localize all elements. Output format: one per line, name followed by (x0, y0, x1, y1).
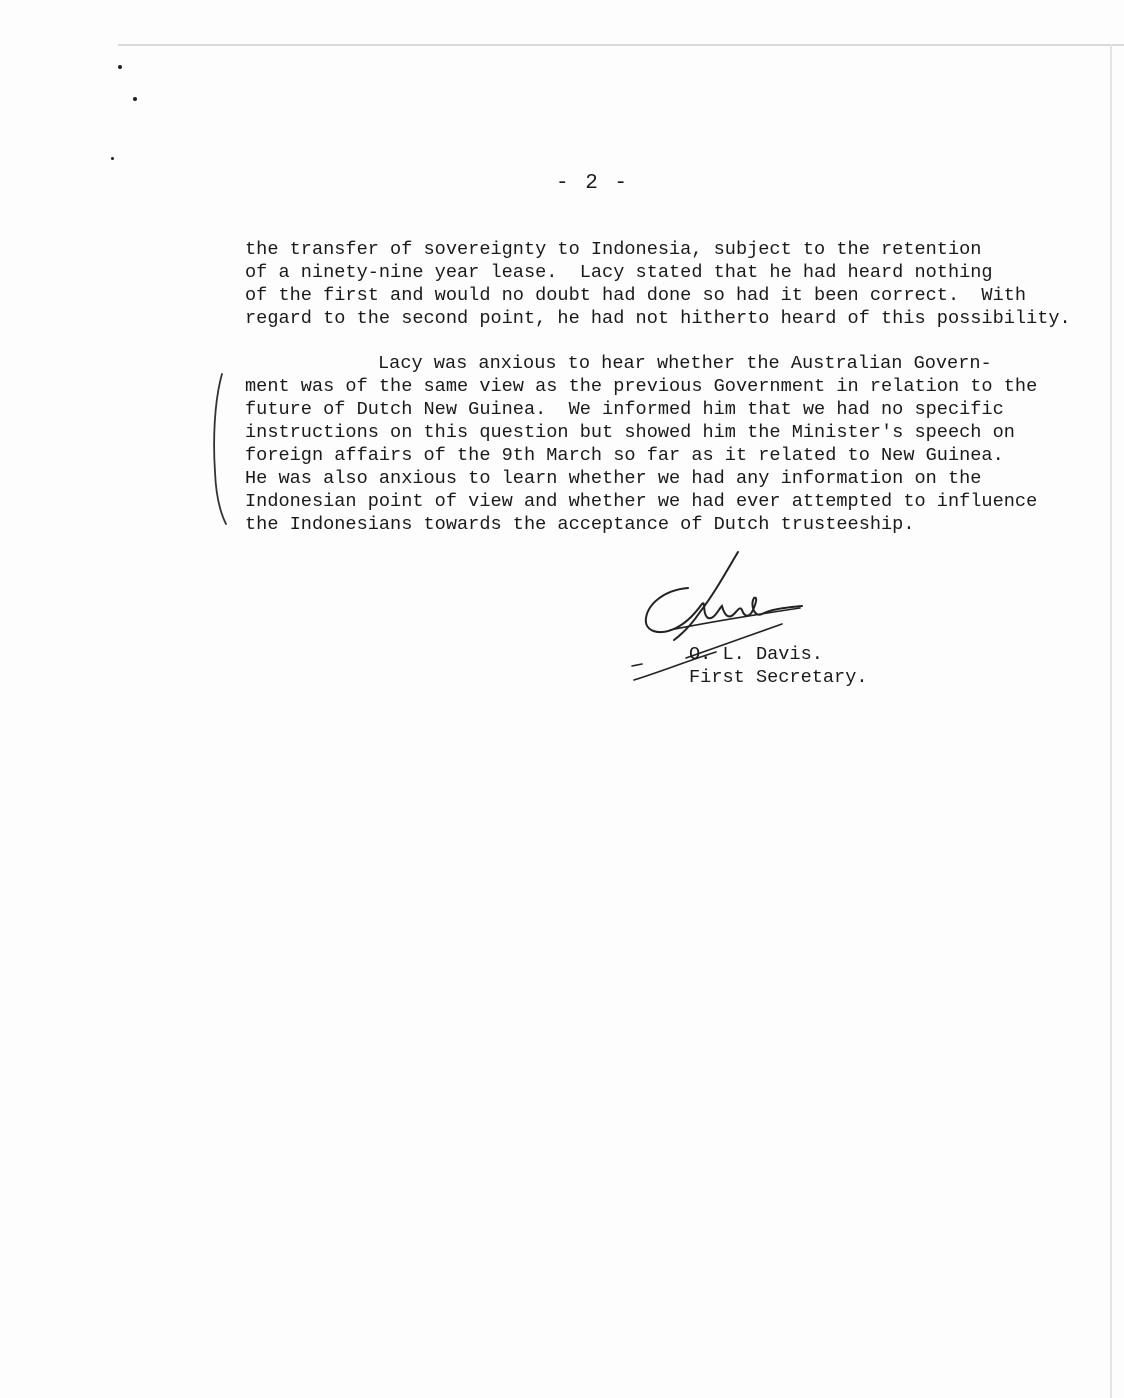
paragraph-2-line: Indonesian point of view and whether we had ever attempted to influence (245, 491, 1038, 512)
margin-bracket-mark (210, 372, 232, 527)
paragraph-1-line: the transfer of sovereignty to Indonesia, subject to the retention (245, 239, 982, 260)
paragraph-2-line: ment was of the same view as the previous Government in relation to the (245, 376, 1038, 397)
speck-mark (118, 65, 122, 69)
paragraph-2-line: Lacy was anxious to hear whether the Australian Govern- (378, 353, 992, 374)
page-top-edge (118, 44, 1124, 46)
paragraph-2-line: He was also anxious to learn whether we had any information on the (245, 468, 982, 489)
speck-mark (111, 157, 114, 160)
paragraph-1-line: of a ninety-nine year lease. Lacy stated that he had heard nothing (245, 262, 993, 283)
signatory-name: O. L. Davis. (689, 644, 823, 665)
paragraph-2-line: future of Dutch New Guinea. We informed him that we had no specific (245, 399, 1004, 420)
paragraph-1-line: of the first and would no doubt had done so had it been correct. With (245, 285, 1027, 306)
page-number: - 2 - (556, 172, 630, 195)
speck-mark (133, 97, 137, 101)
paragraph-2-line: instructions on this question but showed him the Minister's speech on (245, 422, 1015, 443)
page-right-edge (1110, 44, 1112, 1398)
signatory-title: First Secretary. (689, 667, 868, 688)
paragraph-2-line: foreign affairs of the 9th March so far as it related to New Guinea. (245, 445, 1004, 466)
paragraph-2-line: the Indonesians towards the acceptance of Dutch trusteeship. (245, 514, 915, 535)
paragraph-1-line: regard to the second point, he had not hitherto heard of this possibility. (245, 308, 1071, 329)
